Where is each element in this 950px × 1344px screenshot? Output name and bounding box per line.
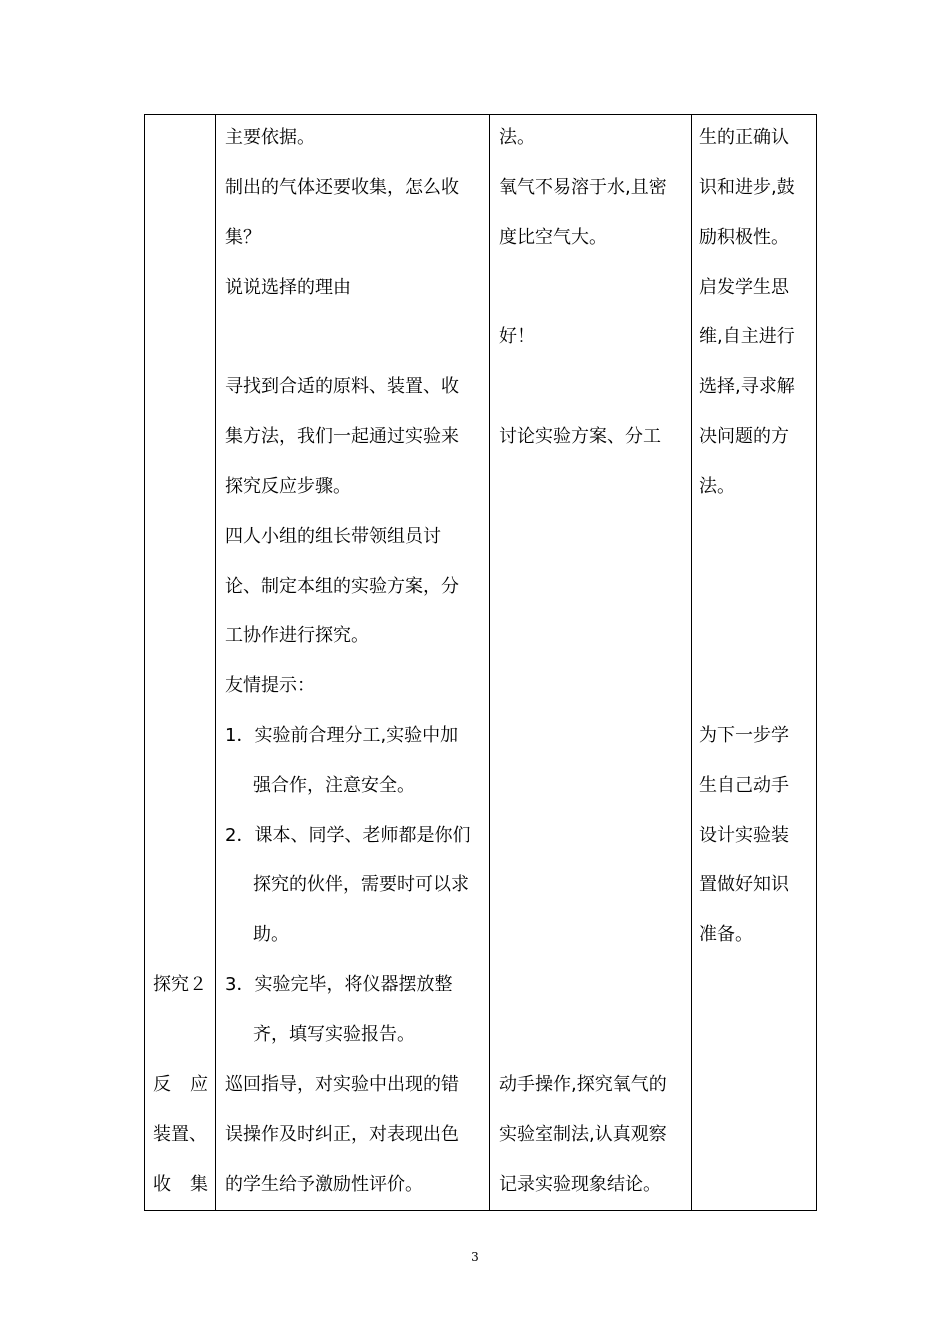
column-divider: [215, 115, 216, 1210]
intent-text-line: 启发学生思: [699, 277, 789, 298]
teacher-text-line: 探究反应步骤。: [225, 476, 351, 497]
teacher-text-line: 论、制定本组的实验方案，分: [225, 576, 459, 597]
stage-label-line: [153, 1173, 208, 1197]
intent-text-line: 维,自主进行: [699, 326, 795, 347]
student-text-line: 好！: [499, 326, 535, 347]
column-divider: [691, 115, 692, 1210]
stage-label-char: 反: [153, 1074, 171, 1095]
teacher-text-line: 强合作，注意安全。: [253, 775, 415, 796]
column-divider: [489, 115, 490, 1210]
teacher-text-line: 集？: [225, 227, 261, 248]
intent-text-line: 识和进步,鼓: [699, 177, 795, 198]
stage-label-char: 收: [153, 1174, 171, 1195]
teacher-text-line: 友情提示：: [225, 675, 315, 696]
teacher-text-line: 主要依据。: [225, 127, 315, 148]
stage-label-line: [153, 1073, 208, 1097]
teacher-text-line: 1．实验前合理分工,实验中加: [225, 725, 459, 746]
student-text-line: 动手操作,探究氧气的: [499, 1074, 667, 1095]
teacher-text-line: 齐，填写实验报告。: [253, 1024, 415, 1045]
intent-text-line: 设计实验装: [699, 825, 789, 846]
student-text-line: 氧气不易溶于水,且密: [499, 177, 667, 198]
student-text-line: 实验室制法,认真观察: [499, 1124, 667, 1145]
student-text-line: 讨论实验方案、分工: [499, 426, 661, 447]
intent-text-line: 励积极性。: [699, 227, 789, 248]
teacher-text-line: 寻找到合适的原料、装置、收: [225, 376, 459, 397]
teacher-text-line: 3．实验完毕，将仪器摆放整: [225, 974, 453, 995]
teacher-text-line: 误操作及时纠正，对表现出色: [225, 1124, 459, 1145]
student-text-line: 记录实验现象结论。: [499, 1174, 661, 1195]
lesson-plan-table: [144, 114, 817, 1211]
intent-text-line: 准备。: [699, 924, 753, 945]
page-number: 3: [471, 1250, 479, 1264]
intent-text-line: 法。: [699, 476, 735, 497]
teacher-text-line: 探究的伙伴，需要时可以求: [253, 874, 469, 895]
teacher-text-line: 说说选择的理由: [225, 277, 351, 298]
student-text-line: 度比空气大。: [499, 227, 607, 248]
intent-text-line: 生的正确认: [699, 127, 789, 148]
teacher-text-line: 助。: [253, 924, 289, 945]
intent-text-line: 置做好知识: [699, 874, 789, 895]
stage-label-line: 装置、: [153, 1124, 207, 1145]
teacher-text-line: 的学生给予激励性评价。: [225, 1174, 423, 1195]
teacher-text-line: 工协作进行探究。: [225, 625, 369, 646]
intent-text-line: 生自己动手: [699, 775, 789, 796]
stage-label-char: 集: [190, 1174, 208, 1195]
intent-text-line: 选择,寻求解: [699, 376, 795, 397]
intent-text-line: 为下一步学: [699, 725, 789, 746]
teacher-text-line: 集方法，我们一起通过实验来: [225, 426, 459, 447]
stage-label-char: 应: [190, 1074, 208, 1095]
teacher-text-line: 四人小组的组长带领组员讨: [225, 526, 441, 547]
teacher-text-line: 2．课本、同学、老师都是你们: [225, 825, 471, 846]
student-text-line: 法。: [499, 127, 535, 148]
teacher-text-line: 制出的气体还要收集，怎么收: [225, 177, 459, 198]
teacher-text-line: 巡回指导，对实验中出现的错: [225, 1074, 459, 1095]
intent-text-line: 决问题的方: [699, 426, 789, 447]
stage-label-line: 探究２: [153, 974, 207, 995]
